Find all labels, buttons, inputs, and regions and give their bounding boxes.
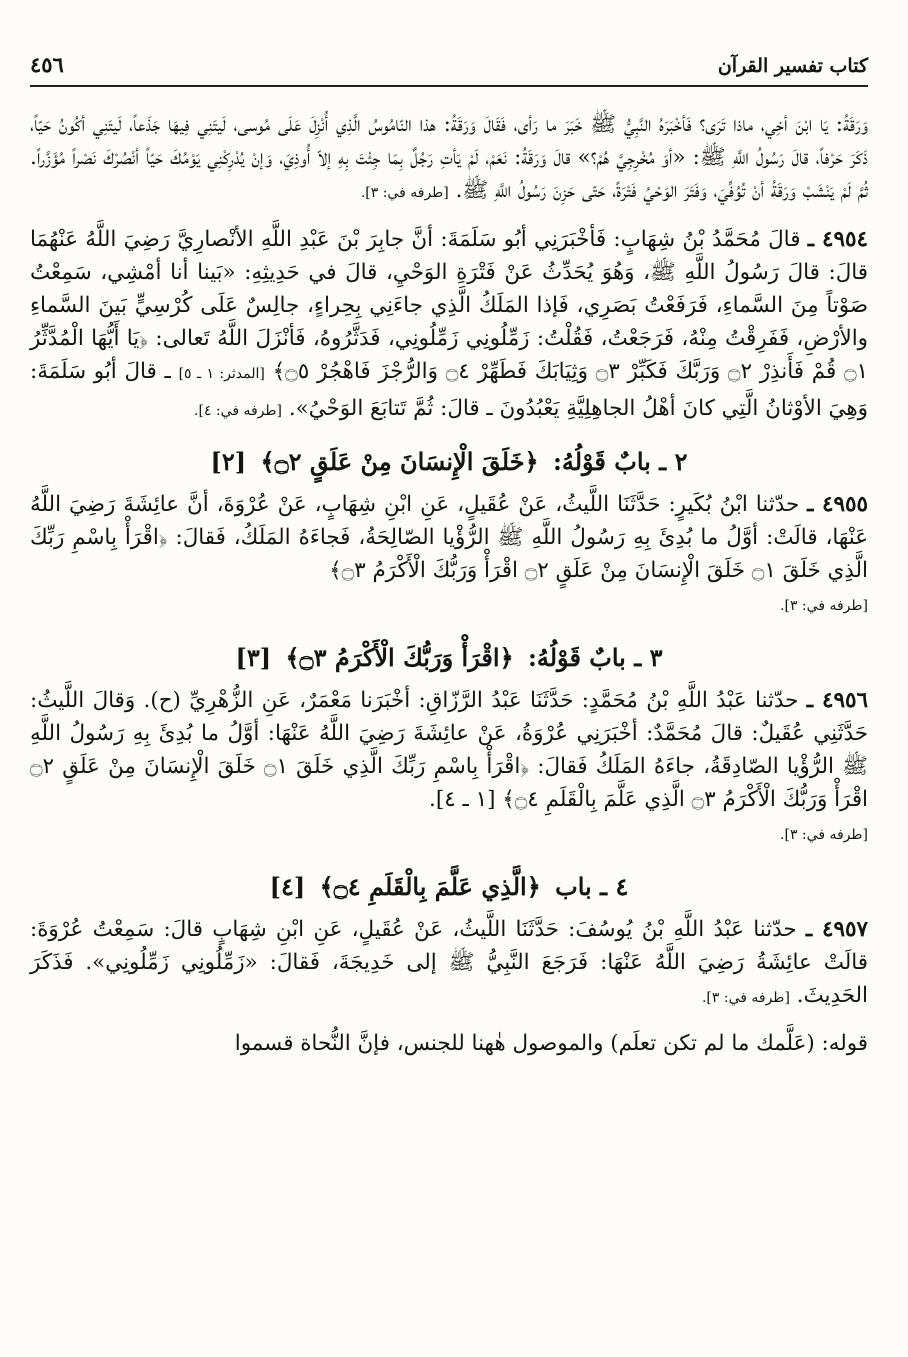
paragraph-text: ـ قالَ أبُو سَلَمَةَ: وَهِيَ الأوْثانُ الَّتِي كانَ أهْلُ الجاهِلِيَّةِ يَعْبُدُونَ ـ قالَ: ثُمَّ تَتابَعَ الوَحْيُ». [30, 359, 868, 421]
quran-reference: [المدثر: ١ ـ ٥] [178, 366, 265, 383]
page-header [30, 52, 868, 87]
hadith-4957 [30, 913, 868, 1016]
cross-reference: [طرفه في: ٣]. [780, 598, 868, 615]
cross-reference: [طرفه في: ٣]. [360, 185, 449, 202]
hadith-number: ٤٩٥٥ ـ [807, 491, 868, 517]
page-number: ٤٥٦ [30, 52, 64, 77]
chapter-heading-3 [30, 638, 868, 678]
heading-label: ٣ ـ بابٌ قَوْلُهُ: [528, 642, 663, 672]
page-body [30, 108, 868, 1082]
cross-reference: [طرفه في: ٣]. [780, 827, 868, 844]
hadith-4954 [30, 223, 868, 428]
heading-verse: ﴿خَلَقَ الْإِنسَانَ مِنْ عَلَقٍ ۝٢﴾ [260, 446, 539, 476]
heading-verse: ﴿اقْرَأْ وَرَبُّكَ الْأَكْرَمُ ۝٣﴾ [285, 642, 514, 672]
hadith-number: ٤٩٥٦ ـ [806, 687, 868, 713]
hadith-number: ٤٩٥٤ ـ [807, 226, 868, 252]
paragraph-text: حدّثنا ابْنُ بُكَيرٍ: حَدَّثَنَا اللَّيثُ، عَنْ عُقَيلٍ، عَنِ ابْنِ شِهَابٍ، عَنْ عُرْوَةَ، أنَّ عائِشَةَ رَضِيَ اللَّهُ عَنْهَا، قالَتْ: أوَّلُ ما بُدِئَ بِهِ رَسُولُ اللَّهِ ﷺ الرُّؤْيا الصّالِحَةُ، فَجاءَهُ المَلَكُ، فَقالَ: ﴿اقْرَأْ بِاسْمِ رَبِّكَ الَّذِي خَلَقَ ۝١ خَلَقَ الْإِنسَانَ مِنْ عَلَقٍ ۝٢ اقْرَأْ وَرَبُّكَ الْأَكْرَمُ ۝٣﴾ [30, 491, 868, 584]
heading-index: [٤] [269, 871, 306, 901]
paragraph-text: وَرَقَةُ: يَا ابْنَ أخِي، ماذا تَرَى؟ فَأخْبَرَهُ النَّبِيُّ ﷺ خَبَرَ ما رَأى، فَقَالَ وَرَقَةُ: هذا النّامُوسُ الَّذِي أُنْزِلَ عَلَى مُوسى، لَيتَنِي فِيهَا جَذَعاً، لَيتَنِي أكُونُ حَيّاً، ذَكَرَ حَرْفاً، قالَ رَسُولُ اللَّهِ ﷺ: «أوَ مُخْرِجِيَّ هُمْ؟» قالَ وَرَقَةُ: نَعَمْ، لَمْ يَأتِ رَجُلٌ بِمَا جِئْتَ بِهِ إلاّ أُوذِيَ، وَإنْ يُدْرِكْنِي يَوْمُكَ حَيّاً أنْصُرْكَ نَصْراً مُؤَزَّراً. ثُمَّ لَمْ يَنْشَبْ وَرَقَةُ أنْ تُوُفِّيَ، وَفَتَرَ الوَحْيُ فَتْرَةً، حَتّى حَزِنَ رَسُولُ اللَّهِ ﷺ. [30, 112, 868, 204]
paragraph-text: حدّثنا عَبْدُ اللَّهِ بْنُ يُوسُفَ: حَدَّثَنَا اللَّيثُ، عَنْ عُقَيلٍ، عَنِ ابْنِ شِهَابٍ قالَ: سَمِعْتُ عُرْوَةَ: قالَتْ عائِشَةُ رَضِيَ اللَّهُ عَنْهَا: فَرَجَعَ النَّبِيُّ ﷺ إلى خَدِيجَةَ، فَقالَ: «زَمِّلُونِي زَمِّلُونِي». فَذَكَرَ الحَدِيثَ. [30, 916, 868, 1009]
hadith-4955 [30, 488, 868, 624]
heading-label: ٢ ـ بابٌ قَوْلُهُ: [552, 446, 688, 476]
heading-index: [٣] [235, 642, 272, 672]
chapter-heading-2 [30, 442, 868, 482]
hadith-4956 [30, 684, 868, 853]
heading-index: [٢] [210, 446, 247, 476]
hadith-number: ٤٩٥٧ ـ [805, 916, 868, 942]
chapter-heading-4 [30, 867, 868, 907]
cross-reference: [طرفه في: ٤]. [194, 402, 282, 419]
cross-reference: [طرفه في: ٣]. [701, 990, 790, 1007]
heading-label: ٤ ـ باب [555, 871, 629, 901]
commentary-line: قوله: (عَلَّمك ما لم تكن تعلَم) والموصول هٰهنا للجنس، فإنَّ النُّحاة قسموا [234, 1031, 868, 1057]
paragraph-text: قالَ مُحَمَّدُ بْنُ شِهَابٍ: فَأخْبَرَنِي أبُو سَلَمَةَ: أنَّ جابِرَ بْنَ عَبْدِ اللَّهِ الأنْصارِيَّ رَضِيَ اللَّهُ عَنْهُمَا قالَ: قالَ رَسُولُ اللَّهِ ﷺ، وَهُوَ يُحَدِّثُ عَنْ فَتْرَةِ الوَحْيِ، قالَ في حَدِيثِهِ: «بَينا أنا أمْشِي، سَمِعْتُ صَوْتاً مِنَ السَّماءِ، فَرَفَعْتُ بَصَرِي، فَإذا المَلَكُ الَّذِي جاءَنِي بِحِراءٍ، جالِسٌ عَلَى كُرْسِيٍّ بَينَ السَّماءِ والأرْضِ، فَفَرِقْتُ مِنْهُ، فَرَجَعْتُ، فَقُلْتُ: زَمِّلُونِي زَمِّلُونِي، فَدَثَّرُوهُ، فَأنْزَلَ اللَّهُ تَعالى: ﴿يَا أَيُّهَا الْمُدَّثِّرُ ۝١ قُمْ فَأَنذِرْ ۝٢ وَرَبَّكَ فَكَبِّرْ ۝٣ وَثِيَابَكَ فَطَهِّرْ ۝٤ وَالرُّجْزَ فَاهْجُرْ ۝٥﴾ [30, 226, 868, 385]
hadith-continuation [30, 108, 868, 211]
paragraph-text: حدّثنا عَبْدُ اللَّهِ بْنُ مُحَمَّدٍ: حَدَّثَنَا عَبْدُ الرَّزّاقِ: أخْبَرَنا مَعْمَرٌ، عَنِ الزُّهْرِيِّ (ح). وَقالَ اللَّيثُ: حَدَّثَنِي عُقَيلٌ: قالَ مُحَمَّدٌ: أخْبَرَنِي عُرْوَةُ، عَنْ عائِشَةَ رَضِيَ اللَّهُ عَنْهَا: أوَّلُ ما بُدِئَ بِهِ رَسُولُ اللَّهِ ﷺ الرُّؤْيا الصّادِقَةُ، جاءَهُ المَلَكُ فَقالَ: ﴿اقْرَأْ بِاسْمِ رَبِّكَ الَّذِي خَلَقَ ۝١ خَلَقَ الْإِنسَانَ مِنْ عَلَقٍ ۝٢ اقْرَأْ وَرَبُّكَ الْأَكْرَمُ ۝٣ الَّذِي عَلَّمَ بِالْقَلَمِ ۝٤﴾ [١ ـ ٤]. [30, 687, 868, 813]
heading-verse: ﴿الَّذِي عَلَّمَ بِالْقَلَمِ ۝٤﴾ [319, 871, 541, 901]
book-title: كتاب تفسير القرآن [717, 55, 868, 77]
